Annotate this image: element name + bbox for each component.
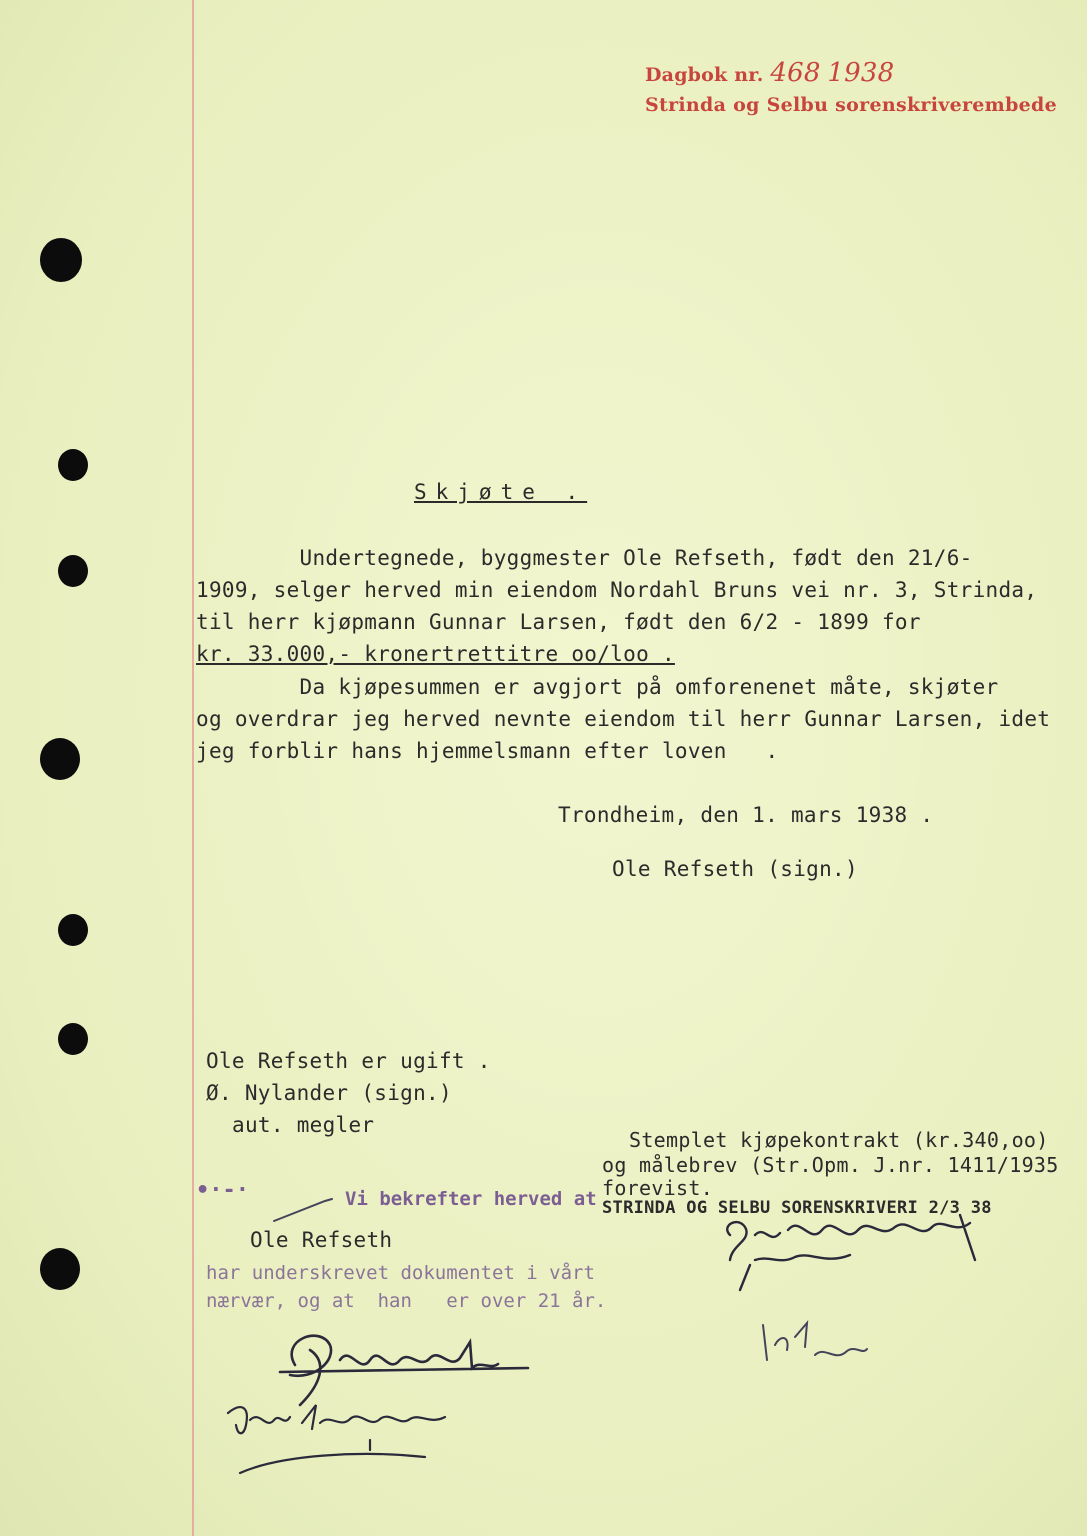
deed-line: 1909, selger herved min eiendom Nordahl Bruns vei nr. 3, Strinda, — [196, 578, 1038, 602]
journal-label: Dagbok nr. — [645, 64, 764, 86]
punch-hole — [40, 238, 82, 282]
registry-stamp-line: STRINDA OG SELBU SORENSKRIVERI 2/3 38 — [602, 1198, 992, 1218]
confirmation-name: Ole Refseth — [250, 1228, 393, 1252]
confirmation-stamp-line: Vi bekrefter herved at — [345, 1188, 597, 1210]
registry-note-line: forevist. — [602, 1176, 714, 1200]
pen-stroke — [270, 1195, 340, 1225]
punch-hole — [58, 1023, 88, 1055]
punch-hole — [58, 914, 88, 946]
madsen-signature — [220, 1395, 480, 1490]
punch-hole — [58, 449, 88, 481]
confirmation-stamp-line: har underskrevet dokumentet i vårt — [206, 1262, 595, 1284]
punch-hole — [40, 1248, 80, 1290]
deed-amount-line: kr. 33.000,- kronertrettitre oo/loo . — [196, 642, 675, 666]
witness-line: Ø. Nylander (sign.) — [206, 1081, 452, 1105]
deed-line: Undertegnede, byggmester Ole Refseth, født den 21/6- — [196, 546, 973, 570]
office-stamp-line: Strinda og Selbu sorenskriverembede — [645, 94, 1058, 116]
deed-line: Da kjøpesummen er avgjort på omforenenet måte, skjøter — [196, 675, 999, 699]
witness-line: aut. megler — [232, 1113, 375, 1137]
deed-line: jeg forblir hans hjemmelsmann efter loven . — [196, 739, 779, 763]
registry-note-line: Stemplet kjøpekontrakt (kr.340,oo) — [629, 1128, 1049, 1152]
fee-annotation — [755, 1315, 875, 1375]
registry-note-line: og målebrev (Str.Opm. J.nr. 1411/1935 — [602, 1153, 1059, 1177]
confirmation-stamp-line: nærvær, og at han er over 21 år. — [206, 1290, 607, 1312]
journal-stamp-line — [645, 58, 894, 88]
witness-line: Ole Refseth er ugift . — [206, 1049, 491, 1073]
deed-line: og overdrar jeg herved nevnte eiendom til herr Gunnar Larsen, idet — [196, 707, 1051, 731]
deed-line: til herr kjøpmann Gunnar Larsen, født den 6/2 - 1899 for — [196, 610, 921, 634]
stamp-dots: •·-· — [196, 1178, 249, 1203]
place-date: Trondheim, den 1. mars 1938 . — [558, 803, 934, 827]
journal-number: 468 — [770, 58, 821, 88]
journal-year: 1938 — [827, 58, 895, 88]
deed-title: Skjøte . — [414, 480, 588, 504]
punch-hole — [40, 738, 80, 780]
registrar-signature — [710, 1205, 1000, 1295]
seller-signature-text: Ole Refseth (sign.) — [612, 857, 858, 881]
margin-rule — [192, 0, 194, 1536]
punch-hole — [58, 555, 88, 587]
